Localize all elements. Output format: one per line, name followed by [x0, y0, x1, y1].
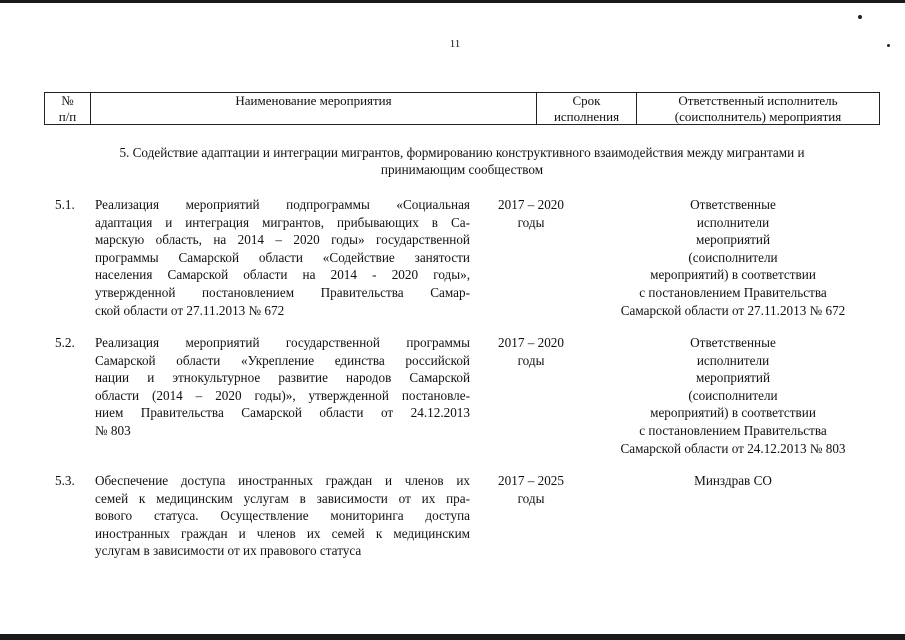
- row-term: [484, 472, 578, 507]
- executor-line: Ответственные: [690, 197, 776, 212]
- scan-speck: [858, 15, 862, 19]
- header-exec-line: (соисполнитель) мероприятия: [674, 109, 842, 124]
- term-line: годы: [517, 490, 545, 506]
- description-line: области (2014 – 2020 годы)», утвержденной постановле-: [95, 387, 470, 403]
- description-line: адаптация и интеграция мигрантов, прибывающих в Са-: [95, 214, 470, 230]
- header-exec-line: Ответственный исполнитель: [678, 93, 838, 108]
- description-line: нием Правительства Самарской области от 24.12.2013: [95, 405, 470, 421]
- description-line: утвержденной постановлением Правительства Самар-: [95, 284, 470, 300]
- description-line: населения Самарской области на 2014 - 2020 годы»,: [95, 267, 470, 283]
- executor-line: мероприятий: [695, 232, 771, 248]
- executor-line: с постановлением Правительства: [639, 422, 827, 438]
- header-name-label: Наименование мероприятия: [235, 93, 392, 108]
- description-line: семей к медицинским услугам в зависимости от их пра-: [95, 490, 470, 506]
- executor-line: (соисполнители: [688, 387, 778, 403]
- row-number: 5.3.: [55, 473, 75, 488]
- term-line: годы: [517, 214, 545, 230]
- description-line: № 803: [95, 422, 131, 438]
- table-header: [44, 92, 880, 125]
- executor-line: исполнители: [696, 352, 770, 368]
- section-title-line: 5. Содействие адаптации и интеграции мигрантов, формированию конструктивного взаимодействия между мигрантами и: [119, 145, 805, 160]
- executor-line: Ответственные: [690, 335, 776, 350]
- description-line: марскую область, на 2014 – 2020 годы» государственной: [95, 232, 470, 248]
- row-description: [95, 472, 470, 560]
- executor-line: мероприятий) в соответствии: [650, 267, 816, 283]
- header-col-name: [90, 93, 536, 124]
- term-line: 2017 – 2020: [498, 197, 564, 212]
- executor-line: Самарской области от 24.12.2013 № 803: [620, 440, 846, 456]
- executor-line: с постановлением Правительства: [639, 284, 827, 300]
- row-description: [95, 334, 470, 440]
- row-number: 5.2.: [55, 335, 75, 350]
- executor-line: Минздрав СО: [694, 473, 772, 488]
- header-col-term: [536, 93, 636, 124]
- term-line: 2017 – 2020: [498, 335, 564, 350]
- description-line: Реализация мероприятий подпрограммы «Социальная: [95, 197, 470, 212]
- description-line: услугам в зависимости от их правового статуса: [95, 543, 362, 559]
- description-line: ской области от 27.11.2013 № 672: [95, 302, 285, 318]
- executor-line: Самарской области от 27.11.2013 № 672: [620, 302, 846, 318]
- scan-border-top: [0, 0, 905, 3]
- header-term-line: исполнения: [553, 109, 620, 124]
- description-line: программы Самарской области «Содействие занятости: [95, 249, 470, 265]
- row-term: [484, 334, 578, 369]
- scan-speck: [887, 44, 890, 47]
- executor-line: (соисполнители: [688, 249, 778, 265]
- header-num-line: п/п: [58, 109, 77, 124]
- section-title-line: принимающим сообществом: [380, 162, 544, 177]
- section-title: [52, 144, 872, 178]
- description-line: вового статуса. Осуществление мониторинга доступа: [95, 508, 470, 524]
- executor-line: исполнители: [696, 214, 770, 230]
- description-line: Реализация мероприятий государственной программы: [95, 335, 470, 350]
- executor-line: мероприятий: [695, 370, 771, 386]
- term-line: годы: [517, 352, 545, 368]
- header-col-executor: [636, 93, 879, 124]
- row-description: [95, 196, 470, 319]
- header-num-line: №: [61, 93, 74, 108]
- page-number: 11: [449, 38, 461, 50]
- description-line: иностранных граждан и членов их семей к медицинским: [95, 525, 470, 541]
- description-line: Обеспечение доступа иностранных граждан и членов их: [95, 473, 470, 488]
- row-executor: [592, 472, 874, 490]
- description-line: Самарской области «Укрепление единства российской: [95, 352, 470, 368]
- row-term: [484, 196, 578, 231]
- header-col-number: [45, 93, 90, 124]
- term-line: 2017 – 2025: [498, 473, 564, 488]
- scan-border-bottom: [0, 634, 905, 640]
- row-number: 5.1.: [55, 197, 75, 212]
- description-line: нации и этнокультурное развитие народов Самарской: [95, 370, 470, 386]
- row-executor: [592, 334, 874, 457]
- header-term-line: Срок: [572, 93, 601, 108]
- row-executor: [592, 196, 874, 319]
- executor-line: мероприятий) в соответствии: [650, 405, 816, 421]
